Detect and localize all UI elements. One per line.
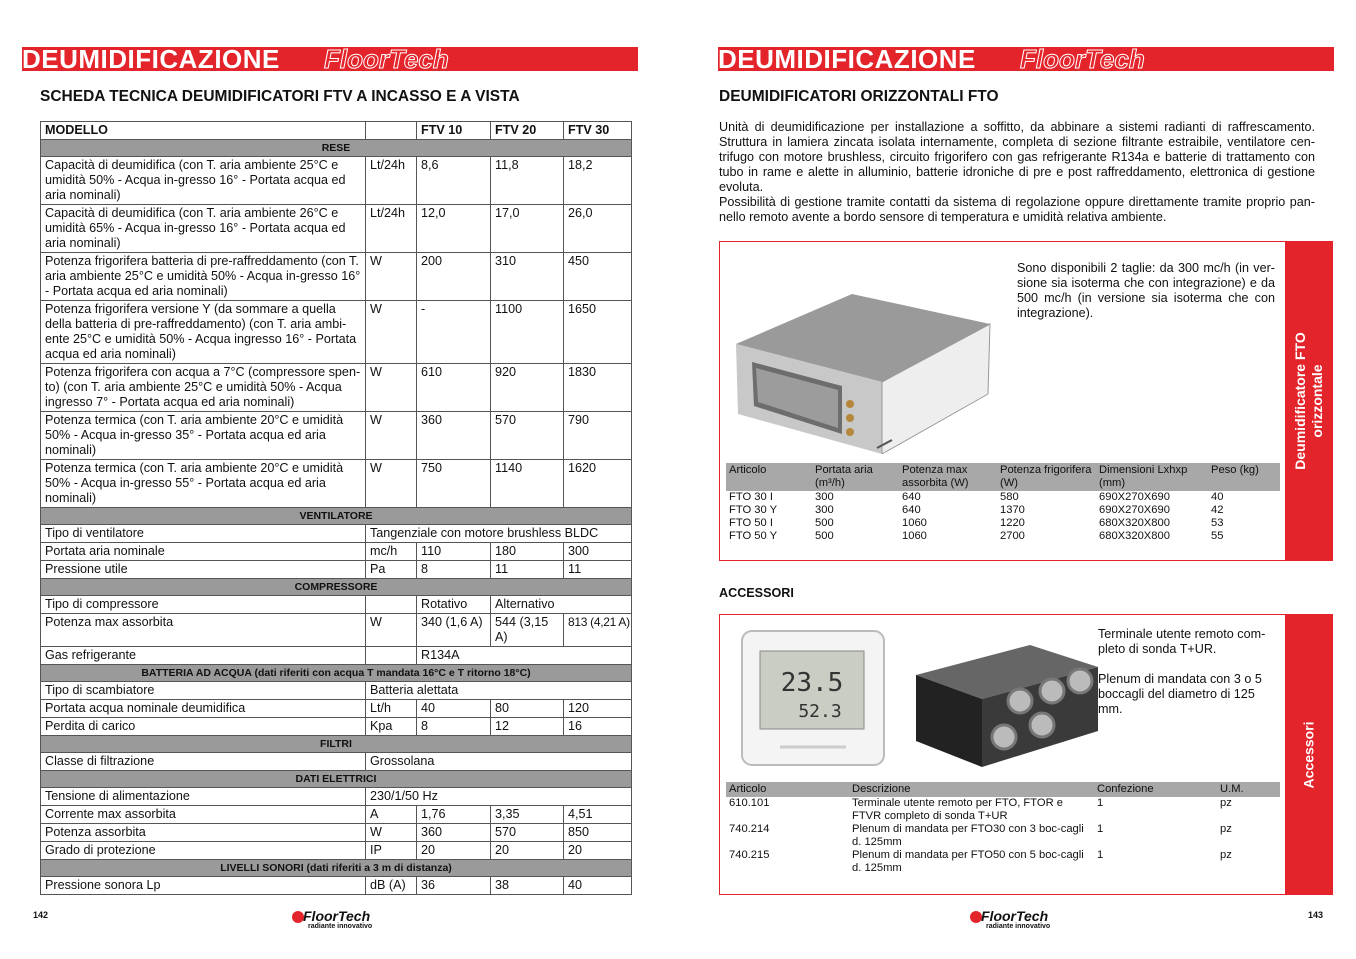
table-cell: 640 — [902, 504, 921, 516]
table-cell: 53 — [1211, 517, 1224, 529]
table-cell: 55 — [1211, 530, 1224, 542]
table-cell: 300 — [564, 543, 632, 561]
accessori-rows — [726, 797, 1280, 875]
fto-unit-image — [732, 264, 994, 454]
table-cell: 920 — [491, 364, 564, 412]
table-row — [726, 530, 1280, 543]
table-cell: 120 — [564, 700, 632, 718]
table-cell: W — [366, 253, 417, 301]
table-cell: FTO 30 Y — [729, 504, 778, 516]
table-cell: 1100 — [491, 301, 564, 364]
table-cell: 18,2 — [564, 157, 632, 205]
table-cell: 80 — [491, 700, 564, 718]
table-cell: Lt/24h — [366, 157, 417, 205]
intro-paragraph: Unità di deumidificazione per installazione a soffitto, da abbinare a sistemi radianti di raffrescamento. Struttura in lamiera zincata isolata internamente, completa di sezione filtrante estraibile, ventilatore cen-trifugo con motore brushless, circuito frigorifero con gas refrigerante R134a e batterie di trattamento con tubo in rame e alette in alluminio, batterie idroniche di pre e post raffreddamento, elettronica di gestione evoluta. Possibilità di gestione tramite contatti da sistema di regolazione oppure direttamente tramite proprio pan-nello remoto avente a bordo sensore di temperatura e umidità relativa ambiente. — [719, 120, 1315, 224]
table-cell: Plenum di mandata per FTO30 con 3 boc-cagli d. 125mm — [852, 823, 1084, 848]
table-cell: Plenum di mandata per FTO50 con 5 boc-cagli d. 125mm — [852, 849, 1084, 874]
table-cell: FTO 50 I — [729, 517, 773, 529]
table-cell: 570 — [491, 824, 564, 842]
table-cell: 310 — [491, 253, 564, 301]
table-header-row: Articolo Descrizione Confezione U.M. — [726, 782, 1280, 797]
table-cell: Pressione utile — [41, 561, 366, 579]
table-cell: 1 — [1097, 849, 1104, 861]
table-cell: W — [366, 412, 417, 460]
table-cell: 11 — [564, 561, 632, 579]
table-row — [41, 561, 632, 579]
header-cell — [366, 122, 417, 140]
table-row — [726, 504, 1280, 517]
table-row — [726, 849, 1280, 875]
table-cell: Lt/h — [366, 700, 417, 718]
header-cell: FTV 10 — [417, 122, 491, 140]
table-cell: 300 — [815, 504, 834, 516]
table-cell: Potenza frigorifera batteria di pre-raffreddamento (con T. aria ambiente 25°C e umidità 50% - Acqua in-gresso 16° - Portata acqua ed aria nominali) — [41, 253, 366, 301]
table-cell: FTO 50 Y — [729, 530, 778, 542]
table-cell: FTO 30 I — [729, 491, 773, 503]
table-row: Tensione di alimentazione 230/1/50 Hz — [41, 788, 632, 806]
table-cell: Potenza assorbita — [41, 824, 366, 842]
table-row — [41, 412, 632, 460]
page-banner — [22, 44, 638, 74]
table-cell: pz — [1220, 823, 1232, 835]
table-cell: - — [417, 301, 491, 364]
table-row — [41, 205, 632, 253]
table-cell: Terminale utente remoto per FTO, FTOR e FTVR completo di sonda T+UR — [852, 797, 1063, 822]
floortech-logo: FloorTech radiante innovativo — [292, 908, 392, 934]
page-banner — [718, 44, 1334, 74]
table-cell: 580 — [1000, 491, 1019, 503]
table-cell: Portata acqua nominale deumidifica — [41, 700, 366, 718]
table-cell: 750 — [417, 460, 491, 508]
banner-title: DEUMIDIFICAZIONE — [22, 44, 280, 74]
floortech-logo: FloorTech radiante innovativo — [970, 908, 1070, 934]
table-cell: Grado di protezione — [41, 842, 366, 860]
fto-product-box — [719, 241, 1333, 561]
table-cell: mc/h — [366, 543, 417, 561]
table-cell: 1830 — [564, 364, 632, 412]
table-cell: 360 — [417, 824, 491, 842]
table-row — [726, 797, 1280, 823]
table-row: Tipo di ventilatore Tangenziale con motore brushless BLDC — [41, 525, 632, 543]
table-row — [41, 364, 632, 412]
table-row: Classe di filtrazione Grossolana — [41, 753, 632, 771]
table-cell: 300 — [815, 491, 834, 503]
table-cell: 12 — [491, 718, 564, 736]
table-cell: W — [366, 364, 417, 412]
table-row — [726, 517, 1280, 530]
table-cell: 40 — [1211, 491, 1224, 503]
table-cell: 1 — [1097, 797, 1104, 809]
table-cell: 1060 — [902, 530, 927, 542]
table-row — [41, 460, 632, 508]
table-cell: 500 — [815, 530, 834, 542]
section-header: VENTILATORE — [41, 508, 632, 525]
table-cell: 1140 — [491, 460, 564, 508]
fto-table — [726, 463, 1280, 543]
table-cell: 450 — [564, 253, 632, 301]
table-cell: 680X320X800 — [1099, 530, 1170, 542]
table-cell: 42 — [1211, 504, 1224, 516]
table-cell: 8,6 — [417, 157, 491, 205]
table-cell: IP — [366, 842, 417, 860]
table-cell: 740.214 — [729, 823, 770, 835]
rese-rows — [41, 157, 632, 508]
table-cell: Potenza termica (con T. aria ambiente 20°C e umidità 50% - Acqua in-gresso 55° - Portata acqua ed aria nominali) — [41, 460, 366, 508]
table-cell: 500 — [815, 517, 834, 529]
table-cell: 1370 — [1000, 504, 1025, 516]
table-cell: 740.215 — [729, 849, 770, 861]
table-row — [41, 718, 632, 736]
table-cell: 16 — [564, 718, 632, 736]
table-cell: 1,76 — [417, 806, 491, 824]
table-cell: Potenza termica (con T. aria ambiente 20°C e umidità 50% - Acqua in-gresso 35° - Portata acqua ed aria nominali) — [41, 412, 366, 460]
table-cell: 12,0 — [417, 205, 491, 253]
table-cell: 26,0 — [564, 205, 632, 253]
table-cell: 8 — [417, 718, 491, 736]
fto-side-label: Deumidificatore FTO orizzontale — [1285, 241, 1333, 561]
table-cell: Perdita di carico — [41, 718, 366, 736]
right-page — [678, 0, 1356, 959]
thermostat-lcd-top: 23.5 — [780, 668, 844, 698]
table-cell: Kpa — [366, 718, 417, 736]
accessori-box — [719, 614, 1333, 895]
table-row — [41, 157, 632, 205]
section-header: BATTERIA AD ACQUA (dati riferiti con acqua T mandata 16°C e T ritorno 18°C) — [41, 665, 632, 682]
table-cell: 690X270X690 — [1099, 504, 1170, 516]
section-header: RESE — [41, 140, 632, 157]
accessori-table — [726, 782, 1280, 875]
table-cell: Capacità di deumidifica (con T. aria ambiente 26°C e umidità 65% - Acqua in-gresso 16° - Portata acqua ed aria nominali) — [41, 205, 366, 253]
section-header: DATI ELETTRICI — [41, 771, 632, 788]
table-cell: 360 — [417, 412, 491, 460]
thermostat-lcd-bottom: 52.3 — [798, 701, 842, 722]
accessori-side-label: Accessori — [1285, 614, 1333, 895]
table-cell: 110 — [417, 543, 491, 561]
page-title: SCHEDA TECNICA DEUMIDIFICATORI FTV A INCASSO E A VISTA — [40, 88, 520, 105]
page-number: 143 — [1308, 910, 1324, 920]
table-row: Pressione sonora Lp dB (A) 36 38 40 — [41, 877, 632, 895]
fto-rows — [726, 491, 1280, 543]
table-cell: 2700 — [1000, 530, 1025, 542]
header-cell: FTV 30 — [564, 122, 632, 140]
thermostat-image — [740, 629, 890, 769]
banner-brand: FloorTech — [1020, 44, 1145, 74]
table-cell: 200 — [417, 253, 491, 301]
table-cell: 1220 — [1000, 517, 1025, 529]
table-cell: 690X270X690 — [1099, 491, 1170, 503]
table-row — [726, 823, 1280, 849]
table-cell: 610 — [417, 364, 491, 412]
table-cell: Corrente max assorbita — [41, 806, 366, 824]
table-cell: 850 — [564, 824, 632, 842]
table-row: Tipo di compressore Rotativo Alternativo — [41, 596, 632, 614]
table-cell: Potenza frigorifera versione Y (da sommare a quella della batteria di pre-raffreddamento) (con T. aria ambi-ente 25°C e umidità 50% - Acqua ingresso 16° - Portata acqua ed aria nominali) — [41, 301, 366, 364]
table-cell: 1620 — [564, 460, 632, 508]
table-cell: Lt/24h — [366, 205, 417, 253]
table-row — [41, 842, 632, 860]
table-row — [41, 253, 632, 301]
banner-brand: FloorTech — [324, 44, 449, 74]
table-cell: 790 — [564, 412, 632, 460]
table-cell: 570 — [491, 412, 564, 460]
table-row: Gas refrigerante R134A — [41, 647, 632, 665]
table-cell: W — [366, 301, 417, 364]
table-row — [41, 301, 632, 364]
section-header: COMPRESSORE — [41, 579, 632, 596]
table-row — [41, 806, 632, 824]
accessori-description: Terminale utente remoto com-pleto di sonda T+UR. Plenum di mandata con 3 o 5 boccagli del diametro di 125 mm. — [1098, 627, 1266, 716]
accessori-title: ACCESSORI — [719, 586, 794, 600]
batteria-rows — [41, 700, 632, 736]
table-cell: 3,35 — [491, 806, 564, 824]
table-cell: 20 — [417, 842, 491, 860]
page-number: 142 — [33, 910, 49, 920]
table-cell: 1 — [1097, 823, 1104, 835]
table-row — [41, 824, 632, 842]
table-cell: 610.101 — [729, 797, 770, 809]
table-cell: pz — [1220, 797, 1232, 809]
table-cell: W — [366, 824, 417, 842]
elettrici-rows — [41, 806, 632, 860]
spec-table — [40, 121, 632, 895]
table-cell: 180 — [491, 543, 564, 561]
table-cell: 8 — [417, 561, 491, 579]
table-cell: 20 — [564, 842, 632, 860]
table-row — [726, 491, 1280, 504]
fto-description: Sono disponibili 2 taglie: da 300 mc/h (in ver-sione sia isoterma che con integrazione) e da 500 mc/h (in versione sia isoterma che con integrazione). — [1017, 261, 1275, 320]
table-row — [41, 543, 632, 561]
ventilatore-rows — [41, 543, 632, 579]
table-cell: 4,51 — [564, 806, 632, 824]
table-cell: Potenza frigorifera con acqua a 7°C (compressore spen-to) (con T. aria ambiente 25°C e umidità 50% - Acqua ingresso 7° - Portata acqua ed aria nominali) — [41, 364, 366, 412]
table-cell: 17,0 — [491, 205, 564, 253]
table-cell: Pa — [366, 561, 417, 579]
table-cell: 640 — [902, 491, 921, 503]
table-cell: 680X320X800 — [1099, 517, 1170, 529]
header-cell: MODELLO — [41, 122, 366, 140]
table-row: Tipo di scambiatore Batteria alettata — [41, 682, 632, 700]
table-row — [41, 700, 632, 718]
table-row: Potenza max assorbita W 340 (1,6 A) 544 (3,15 A) 813 (4,21 A) — [41, 614, 632, 647]
table-cell: 40 — [417, 700, 491, 718]
table-cell: 11 — [491, 561, 564, 579]
table-cell: A — [366, 806, 417, 824]
banner-title: DEUMIDIFICAZIONE — [718, 44, 976, 74]
section-header: LIVELLI SONORI (dati riferiti a 3 m di distanza) — [41, 860, 632, 877]
table-cell: W — [366, 460, 417, 508]
table-cell: 1650 — [564, 301, 632, 364]
plenum-image — [912, 641, 1102, 771]
table-header-row: Articolo Portata aria (m³/h) Potenza max assorbita (W) Potenza frigorifera (W) Dimensioni Lxhxp (mm) Peso (kg) — [726, 463, 1280, 491]
table-cell: Portata aria nominale — [41, 543, 366, 561]
header-cell: FTV 20 — [491, 122, 564, 140]
table-cell: 1060 — [902, 517, 927, 529]
table-cell: 11,8 — [491, 157, 564, 205]
section-header: FILTRI — [41, 736, 632, 753]
table-cell: pz — [1220, 849, 1232, 861]
table-header-row — [41, 122, 632, 140]
table-cell: Capacità di deumidifica (con T. aria ambiente 25°C e umidità 50% - Acqua in-gresso 16° - Portata acqua ed aria nominali) — [41, 157, 366, 205]
page-title: DEUMIDIFICATORI ORIZZONTALI FTO — [719, 88, 999, 105]
table-cell: 20 — [491, 842, 564, 860]
